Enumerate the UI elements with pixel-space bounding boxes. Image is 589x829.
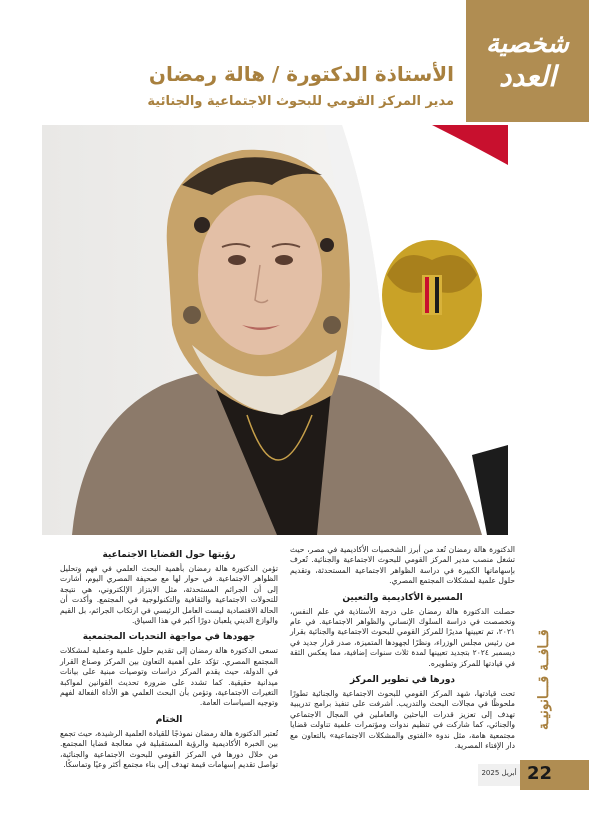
section-heading-efforts: جهودها في مواجهة التحديات المجتمعية: [82, 632, 256, 643]
article-column-right: [290, 545, 515, 757]
page-subtitle: مدير المركز القومي للبحوث الاجتماعية والجنائية: [147, 94, 454, 109]
footer-date: أبريل 2025: [481, 769, 517, 777]
page-title: الأستاذة الدكتورة / هالة رمضان: [148, 62, 454, 86]
section-badge: [466, 0, 589, 122]
section-heading-vision: رؤيتها حول القضايا الاجتماعية: [102, 550, 236, 560]
career-paragraph: حصلت الدكتورة هالة رمضان على درجة الأستاذية في علم النفس، وتخصصت في دراسة السلوك الإنساني والظواهر الاجتماعية. في عام ٢٠٢١، تم تعيينها مديرًا للمركز القومي للبحوث الاجتماعية والجنائية بقرار من رئيس مجلس الوزراء، ونظرًا لجهودها المتميزة، صدر قرار جديد في ديسمبر ٢٠٢٤ بتجديد تعيينها لمدة ثلاث سنوات إضافية، مما يعكس الثقة في قيادتها للمركز وتطويره.: [290, 606, 515, 668]
section-side-label: قــافــة قـــانونيـة: [536, 629, 552, 731]
intro-paragraph: الدكتورة هالة رمضان تُعد من أبرز الشخصيات الأكاديمية في مصر، حيث تشغل منصب مدير المركز القومي للبحوث الاجتماعية والجنائية. تُعرف بإسهاماتها الكبيرة في دراسة الظواهر الاجتماعية المستحدثة، وتقديم حلول علمية لمشكلات المجتمع المصري.: [290, 545, 515, 586]
vision-paragraph: تؤمن الدكتورة هالة رمضان بأهمية البحث العلمي في فهم وتحليل الظواهر الاجتماعية. في حوار لها مع صحيفة المصري اليوم، أشارت إلى أن الجرائم المستحدثة، مثل الابتزاز الإلكتروني، هي نتيجة للتحولات الاجتماعية والثقافية والتكنولوجية في المجتمع. وأكدت أن الحالة الاقتصادية ليست العامل الرئيسي في ارتكاب الجرائم، بل القيم والوازع الديني يلعبان دورًا أكبر في هذا السياق.: [60, 564, 278, 626]
efforts-paragraph: تسعى الدكتورة هالة رمضان إلى تقديم حلول علمية وعملية لمشكلات المجتمع المصري. تؤكد على أهمية التعاون بين المركز وصناع القرار في الدولة، حيث يقدم المركز دراسات وتوصيات مبنية على بيانات ميدانية حقيقية. كما تشدد على ضرورة تحديث القوانين لمواكبة التغيرات الاجتماعية، وتؤمن بأن البحث العلمي هو الأداة الفعالة لفهم وتوجيه السياسات العامة.: [60, 646, 278, 708]
eagle-emblem: [382, 240, 482, 350]
section-heading-conclusion: الختام: [155, 714, 183, 725]
article-column-left: [60, 545, 278, 776]
badge-line-1: شخصية: [486, 29, 569, 59]
badge-line-2: العدد: [499, 60, 556, 93]
conclusion-paragraph: تُعتبر الدكتورة هالة رمضان نموذجًا للقيادة العلمية الرشيدة، حيث تجمع بين الخبرة الأكاديمية والرؤية المستقبلية في معالجة قضايا المجتمع. من خلال دورها في المركز القومي للبحوث الاجتماعية والجنائية، تواصل تقديم إسهامات قيمة تهدف إلى بناء مجتمع أكثر وعيًا وتماسكًا.: [60, 728, 278, 770]
portrait-photo: [42, 125, 508, 535]
page-number: 22: [527, 763, 553, 784]
section-heading-role: دورها في تطوير المركز: [349, 675, 456, 686]
section-heading-career: المسيرة الأكاديمية والتعيين: [342, 592, 463, 603]
role-paragraph: تحت قيادتها، شهد المركز القومي للبحوث الاجتماعية والجنائية تطورًا ملحوظًا في مجالات البحث والتدريب. أشرفت على تنفيذ برامج تدريبية تهدف إلى تعزيز قدرات الباحثين والعاملين في المجال الاجتماعي والجنائي، كما شاركت في تنظيم ندوات ومؤتمرات علمية تناولت قضايا مجتمعية هامة، مثل ندوة «الفتوى والمشكلات الاجتماعية» بالتعاون مع دار الإفتاء المصرية.: [290, 689, 515, 751]
